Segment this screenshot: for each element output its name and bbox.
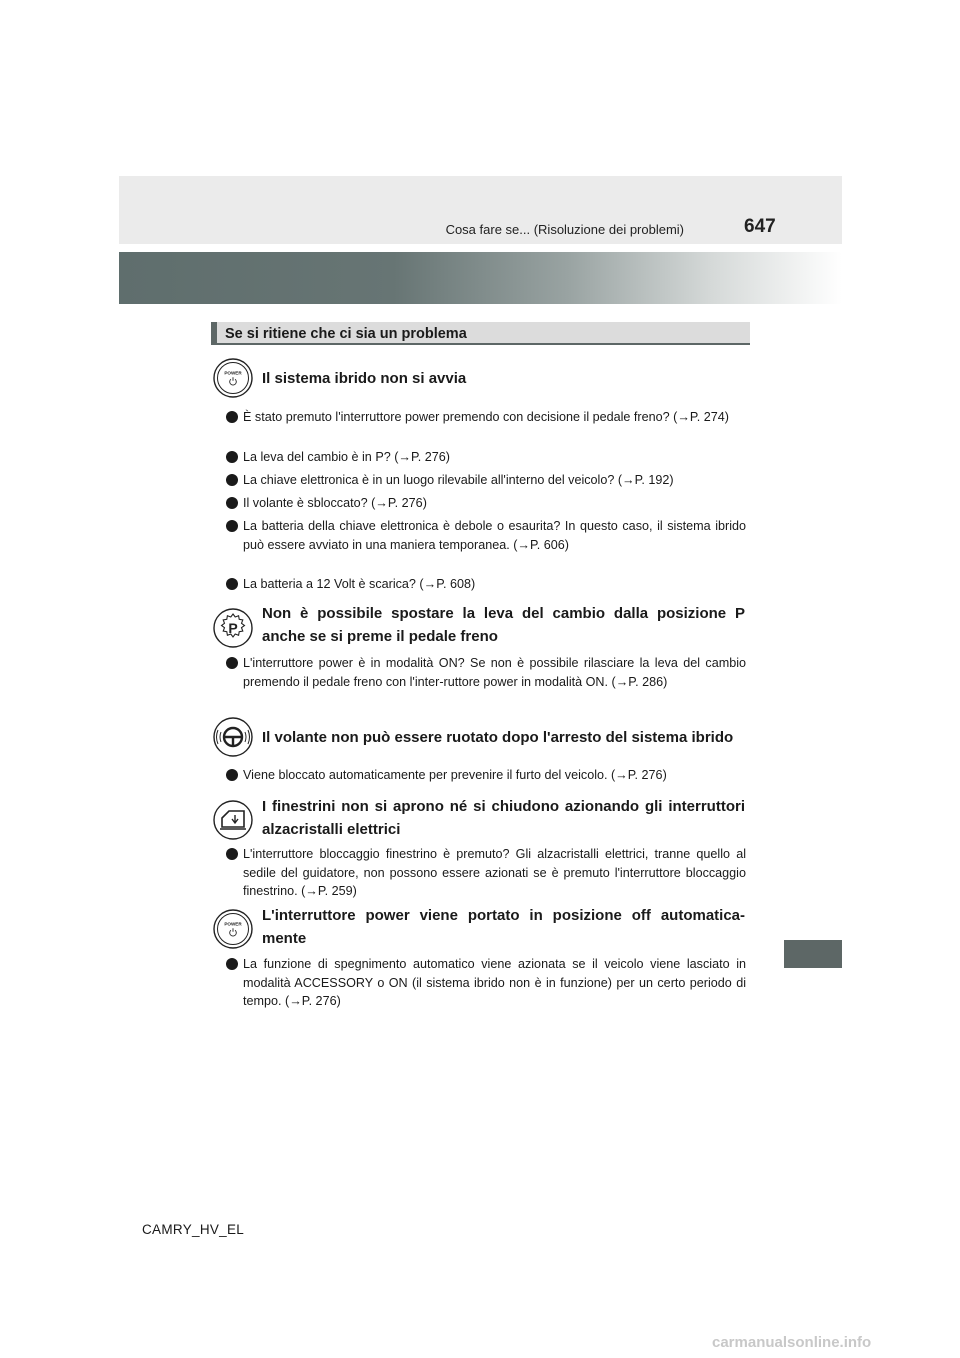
running-title: Cosa fare se... (Risoluzione dei problemi) xyxy=(445,222,684,237)
bullet-icon xyxy=(226,411,238,423)
page-number: 647 xyxy=(744,216,776,237)
bullet-icon xyxy=(226,958,238,970)
list-item: L'interruttore power è in modalità ON? Se non è possibile rilasciare la leva del cambio premendo il pedale freno con l'inter-ruttore power in modalità ON. (→P. 286) xyxy=(226,654,746,691)
bullet-icon xyxy=(226,497,238,509)
power-button-icon xyxy=(213,909,253,949)
chapter-tab xyxy=(784,940,842,968)
topic-title-steering-locked: Il volante non può essere ruotato dopo l'arresto del sistema ibrido xyxy=(262,729,734,746)
document-code: CAMRY_HV_EL xyxy=(142,1222,245,1237)
topic-title-shift-lever-stuck: Non è possibile spostare la leva del cambio dalla posizione P anche se si preme il pedale freno xyxy=(262,605,745,645)
section-heading-text: Se si ritiene che ci sia un problema xyxy=(225,326,467,342)
list-item: La chiave elettronica è in un luogo rilevabile all'interno del veicolo? (→P. 192) xyxy=(226,471,746,490)
park-icon-label: P xyxy=(228,620,238,636)
topic-title-auto-power-off: L'interruttore power viene portato in posizione off automatica-mente xyxy=(262,907,745,947)
list-item: La leva del cambio è in P? (→P. 276) xyxy=(226,448,746,467)
park-gear-icon xyxy=(213,608,253,648)
page-header xyxy=(119,176,842,244)
bullet-icon xyxy=(226,769,238,781)
bullet-icon xyxy=(226,848,238,860)
list-item: La batteria a 12 Volt è scarica? (→P. 608) xyxy=(226,575,746,594)
power-button-icon xyxy=(213,358,253,398)
power-icon-label: POWER xyxy=(224,370,242,376)
bullet-icon xyxy=(226,578,238,590)
bullet-icon xyxy=(226,520,238,532)
list-item: Viene bloccato automaticamente per prevenire il furto del veicolo. (→P. 276) xyxy=(226,766,746,785)
bullet-icon xyxy=(226,657,238,669)
power-icon-label: POWER xyxy=(224,921,242,927)
bullet-icon xyxy=(226,451,238,463)
watermark: carmanualsonline.info xyxy=(712,1334,872,1351)
list-item: La batteria della chiave elettronica è debole o esaurita? In questo caso, il sistema ibrido può essere avviato in una maniera temporanea. (→P. 606) xyxy=(226,517,746,554)
bullet-icon xyxy=(226,474,238,486)
list-item: La funzione di spegnimento automatico viene azionata se il veicolo viene lasciato in modalità ACCESSORY o ON (il sistema ibrido non è in funzione) per un certo periodo di tempo. (→P. 276) xyxy=(226,955,746,1011)
chapter-banner xyxy=(119,252,842,304)
section-heading xyxy=(211,322,750,345)
topic-title-hybrid-not-starting: Il sistema ibrido non si avvia xyxy=(262,370,467,387)
list-item: Il volante è sbloccato? (→P. 276) xyxy=(226,494,746,513)
topic-title-windows-not-working: I finestrini non si aprono né si chiudono azionando gli interruttori alzacristalli elettrici xyxy=(262,798,745,838)
list-item: L'interruttore bloccaggio finestrino è premuto? Gli alzacristalli elettrici, tranne quello al sedile del guidatore, non possono essere azionati se è premuto l'interruttore bloccaggio finestrino. (→P. 259) xyxy=(226,845,746,901)
power-window-icon xyxy=(213,800,253,840)
list-item: È stato premuto l'interruttore power premendo con decisione il pedale freno? (→P. 274) xyxy=(226,408,746,427)
steering-lock-icon xyxy=(213,717,253,757)
